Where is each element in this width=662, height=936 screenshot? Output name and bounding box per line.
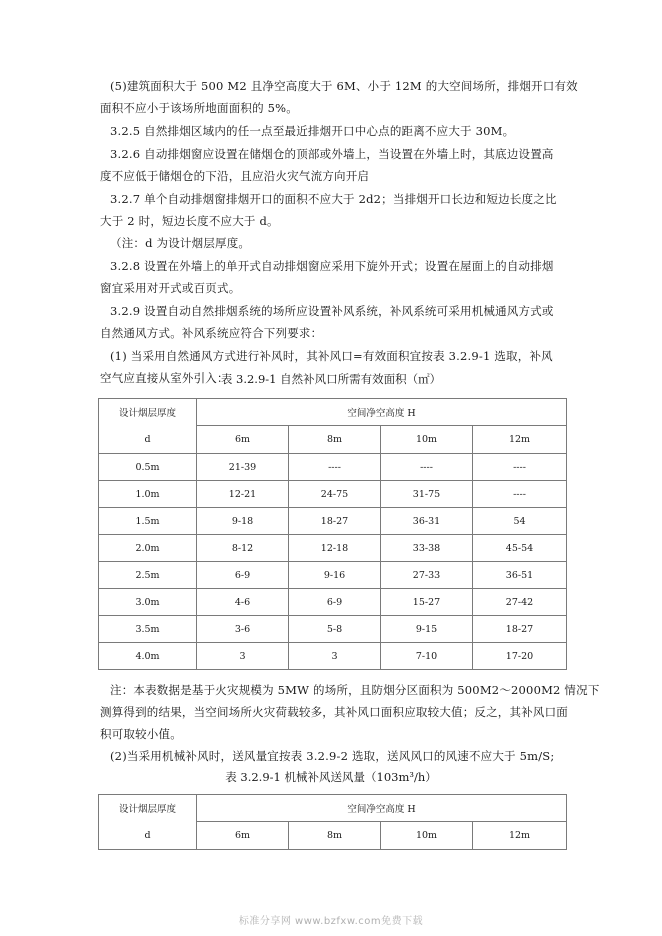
table-row <box>99 616 567 643</box>
table-cell: 0.5m <box>99 454 197 481</box>
paragraph-line: 3.2.7 单个自动排烟窗排烟开口的面积不应大于 2d2；当排烟开口长边和短边长度之比 <box>110 192 557 206</box>
table1-col-header: 6m <box>197 426 289 454</box>
table-row <box>99 562 567 589</box>
paragraph-line: 3.2.8 设置在外墙上的单开式自动排烟窗应采用下旋外开式；设置在屋面上的自动排烟 <box>110 259 554 273</box>
table-cell: 27-33 <box>381 562 473 589</box>
table2 <box>98 794 567 850</box>
paragraph-line: 3.2.9 设置自动自然排烟系统的场所应设置补风系统，补风系统可采用机械通风方式或 <box>110 304 554 318</box>
table-cell: 12-18 <box>289 535 381 562</box>
table-cell: 31-75 <box>381 481 473 508</box>
paragraph-line: 面积不应小于该场所地面面积的 5%。 <box>100 101 298 115</box>
paragraph-line: (5)建筑面积大于 500 M2 且净空高度大于 6M、小于 12M 的大空间场所，排烟开口有效 <box>110 79 578 93</box>
table-cell: 18-27 <box>473 616 567 643</box>
table-row <box>99 535 567 562</box>
table-row <box>99 481 567 508</box>
note-line: 积可取较小值。 <box>100 727 182 741</box>
table-cell: 3.0m <box>99 589 197 616</box>
note-line: 测算得到的结果，当空间场所火灾荷载较多，其补风口面积应取较大值；反之，其补风口面 <box>100 705 568 719</box>
table-cell: 9-18 <box>197 508 289 535</box>
paragraph-line: (2)当采用机械补风时，送风量宜按表 3.2.9-2 选取，送风风口的风速不应大于 5m/S; <box>110 749 555 763</box>
table-cell: 3 <box>197 643 289 670</box>
table-cell: 24-75 <box>289 481 381 508</box>
table-row <box>99 508 567 535</box>
table-cell: 1.0m <box>99 481 197 508</box>
table2-header-left-bottom: d <box>99 822 197 850</box>
table-row <box>99 589 567 616</box>
table1-col-header: 8m <box>289 426 381 454</box>
table-cell: 2.0m <box>99 535 197 562</box>
table-cell: 15-27 <box>381 589 473 616</box>
table-cell: 4-6 <box>197 589 289 616</box>
table-cell: 18-27 <box>289 508 381 535</box>
table2-col-header: 8m <box>289 822 381 850</box>
table-cell: 4.0m <box>99 643 197 670</box>
table-cell: 6-9 <box>289 589 381 616</box>
table2-col-header: 6m <box>197 822 289 850</box>
table1-header-left-bottom: d <box>99 426 197 454</box>
paragraph-line: 3.2.5 自然排烟区域内的任一点至最近排烟开口中心点的距离不应大于 30M。 <box>110 124 515 138</box>
table-cell: 36-51 <box>473 562 567 589</box>
paragraph-line: （注：d 为设计烟层厚度。 <box>110 236 251 250</box>
table1-col-header: 10m <box>381 426 473 454</box>
table-row <box>99 454 567 481</box>
paragraph-line: 大于 2 时，短边长度不应大于 d。 <box>100 214 279 228</box>
table1 <box>98 398 567 670</box>
paragraph-line: 自然通风方式。补风系统应符合下列要求： <box>100 326 323 340</box>
table-cell: 21-39 <box>197 454 289 481</box>
table1-col-header: 12m <box>473 426 567 454</box>
table-cell: ---- <box>473 454 567 481</box>
table-cell: 3 <box>289 643 381 670</box>
table-cell: 12-21 <box>197 481 289 508</box>
table1-header-left-top: 设计烟层厚度 <box>99 399 197 426</box>
paragraph-line: 空气应直接从室外引入： <box>100 371 229 385</box>
table-cell: 9-16 <box>289 562 381 589</box>
table-cell: 9-15 <box>381 616 473 643</box>
table-cell: 45-54 <box>473 535 567 562</box>
table-cell: 3-6 <box>197 616 289 643</box>
table2-header-group: 空间净空高度 H <box>197 795 567 822</box>
table-cell: 7-10 <box>381 643 473 670</box>
table-cell: 3.5m <box>99 616 197 643</box>
paragraph-line: 3.2.6 自动排烟窗应设置在储烟仓的顶部或外墙上，当设置在外墙上时，其底边设置高 <box>110 147 554 161</box>
table-row <box>99 643 567 670</box>
footer-watermark: 标准分享网 www.bzfxw.com免费下载 <box>238 916 424 927</box>
table2-col-header: 10m <box>381 822 473 850</box>
table-cell: 1.5m <box>99 508 197 535</box>
table-cell: 54 <box>473 508 567 535</box>
table2-col-header: 12m <box>473 822 567 850</box>
table1-caption: 表 3.2.9-1 自然补风口所需有效面积（㎡） <box>220 372 442 386</box>
table-cell: 2.5m <box>99 562 197 589</box>
table-cell: 6-9 <box>197 562 289 589</box>
table-cell: 5-8 <box>289 616 381 643</box>
paragraph-line: 度不应低于储烟仓的下沿，且应沿火灾气流方向开启 <box>100 169 370 183</box>
table1-header-group: 空间净空高度 H <box>197 399 567 426</box>
table-cell: ---- <box>289 454 381 481</box>
table2-header-left-top: 设计烟层厚度 <box>99 795 197 822</box>
paragraph-line: (1) 当采用自然通风方式进行补风时，其补风口=有效面积宜按表 3.2.9-1 选取，补风 <box>110 349 553 363</box>
table-cell: 27-42 <box>473 589 567 616</box>
table-cell: ---- <box>473 481 567 508</box>
table-cell: ---- <box>381 454 473 481</box>
paragraph-line: 窗宜采用对开式或百页式。 <box>100 281 241 295</box>
table-cell: 33-38 <box>381 535 473 562</box>
table2-caption: 表 3.2.9-1 机械补风送风量（103m³/h） <box>225 770 437 784</box>
table-cell: 17-20 <box>473 643 567 670</box>
table-cell: 8-12 <box>197 535 289 562</box>
note-line: 注：本表数据是基于火灾规模为 5MW 的场所，且防烟分区面积为 500M2～2000M2 情况下 <box>110 683 600 697</box>
table-cell: 36-31 <box>381 508 473 535</box>
